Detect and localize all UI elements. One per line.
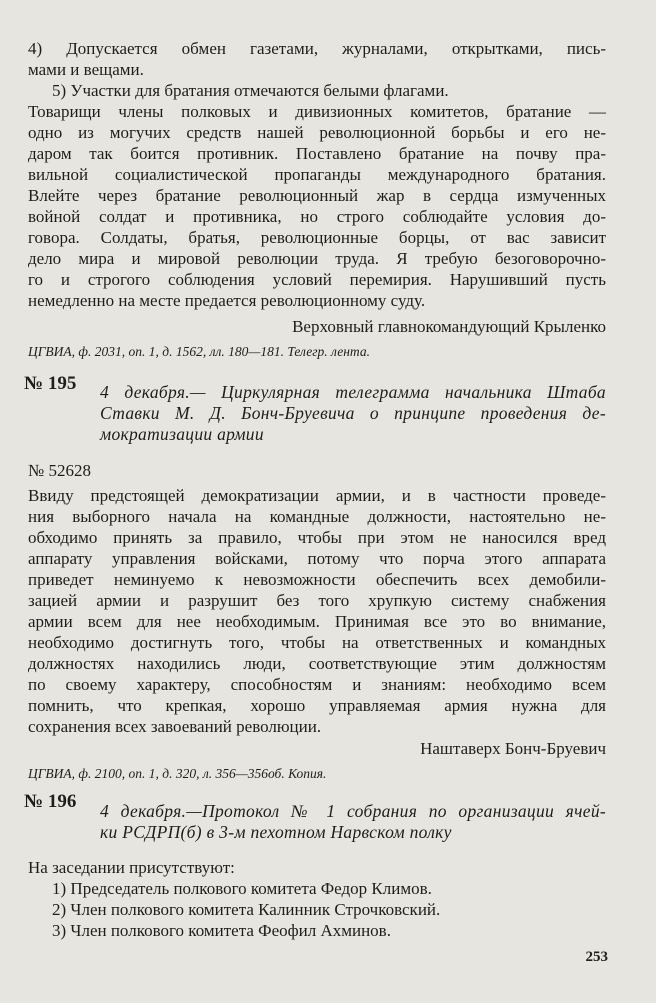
body-line: армии всем для нее необходимым. Принимая все это во внимание, [28, 612, 606, 631]
body-line: сохранения всех завоеваний революции. [28, 717, 322, 736]
document-header-line: 4 декабря.—Протокол № 1 собрания по организации ячей- [100, 801, 606, 821]
signature-bonch-bruevich: Наштаверх Бонч-Бруевич [420, 739, 606, 758]
body-line: обходимо принять за правило, чтобы при этом не наносился вред [28, 528, 606, 547]
attendee-item: 2) Член полкового комитета Калинник Строчковский. [52, 900, 441, 919]
body-line: должностях находились люди, соответствующие этим должностям [28, 654, 606, 673]
archive-source: ЦГВИА, ф. 2031, оп. 1, д. 1562, лл. 180—181. Телегр. лента. [28, 344, 370, 359]
appeal-line: Товарищи члены полковых и дивизионных комитетов, братание — [28, 102, 606, 121]
telegram-number: № 52628 [28, 461, 91, 480]
attendee-item: 1) Председатель полкового комитета Федор Климов. [52, 879, 432, 898]
document-header-line: 4 декабря.— Циркулярная телеграмма начальника Штаба [100, 382, 606, 402]
body-line: приведет неминуемо к невозможности обеспечить всех демобили- [28, 570, 606, 589]
body-line: ния выборного начала на командные должности, настоятельно не- [28, 507, 606, 526]
page-number: 253 [585, 949, 608, 965]
body-line: помнить, что крепкая, хорошо управляемая армия нужна для [28, 696, 606, 715]
body-line: аппарату управления войсками, потому что порча этого аппарата [28, 549, 606, 568]
body-line: Ввиду предстоящей демократизации армии, и в частности проведе- [28, 486, 606, 505]
body-line: необходимо достигнуть того, чтобы на ответственных и командных [28, 633, 606, 652]
appeal-line: вильной социалистической пропаганды международного братания. [28, 165, 606, 184]
document-number: № 196 [24, 791, 77, 812]
appeal-line: одно из могучих средств нашей революционной борьбы и его не- [28, 123, 606, 142]
item-4-line-2: мами и вещами. [28, 60, 144, 79]
appeal-line: говора. Солдаты, братья, революционные борцы, от вас зависит [28, 228, 606, 247]
document-header-line: ки РСДРП(б) в 3-м пехотном Нарвском полку [100, 822, 452, 842]
appeal-line: немедленно на месте предается революционному суду. [28, 291, 426, 310]
item-5: 5) Участки для братания отмечаются белыми флагами. [52, 81, 449, 100]
archive-source: ЦГВИА, ф. 2100, оп. 1, д. 320, л. 356—356об. Копия. [28, 766, 327, 781]
body-line: по своему характеру, способностям и знаниям: необходимо всем [28, 675, 606, 694]
attendance-intro: На заседании присутствуют: [28, 858, 235, 877]
document-number: № 195 [24, 373, 77, 394]
body-line: зацией армии и разрушит без того хрупкую систему снабжения [28, 591, 606, 610]
appeal-line: войной солдат и противника, но строго соблюдайте условия до- [28, 207, 606, 226]
signature-krylenko: Верховный главнокомандующий Крыленко [292, 317, 606, 336]
appeal-line: го и строгого соблюдения условий перемирия. Нарушивший пусть [28, 270, 606, 289]
attendee-item: 3) Член полкового комитета Феофил Ахминов. [52, 921, 391, 940]
appeal-line: дело мира и мировой революции труда. Я требую безоговорочно- [28, 249, 606, 268]
document-header-line: мократизации армии [100, 424, 264, 444]
appeal-line: даром так боится противник. Поставлено братание на почву пра- [28, 144, 606, 163]
document-header-line: Ставки М. Д. Бонч-Бруевича о принципе проведения де- [100, 403, 606, 423]
appeal-line: Влейте через братание революционный жар в сердца измученных [28, 186, 606, 205]
item-4-line-1: 4) Допускается обмен газетами, журналами, открытками, пись- [28, 39, 606, 58]
